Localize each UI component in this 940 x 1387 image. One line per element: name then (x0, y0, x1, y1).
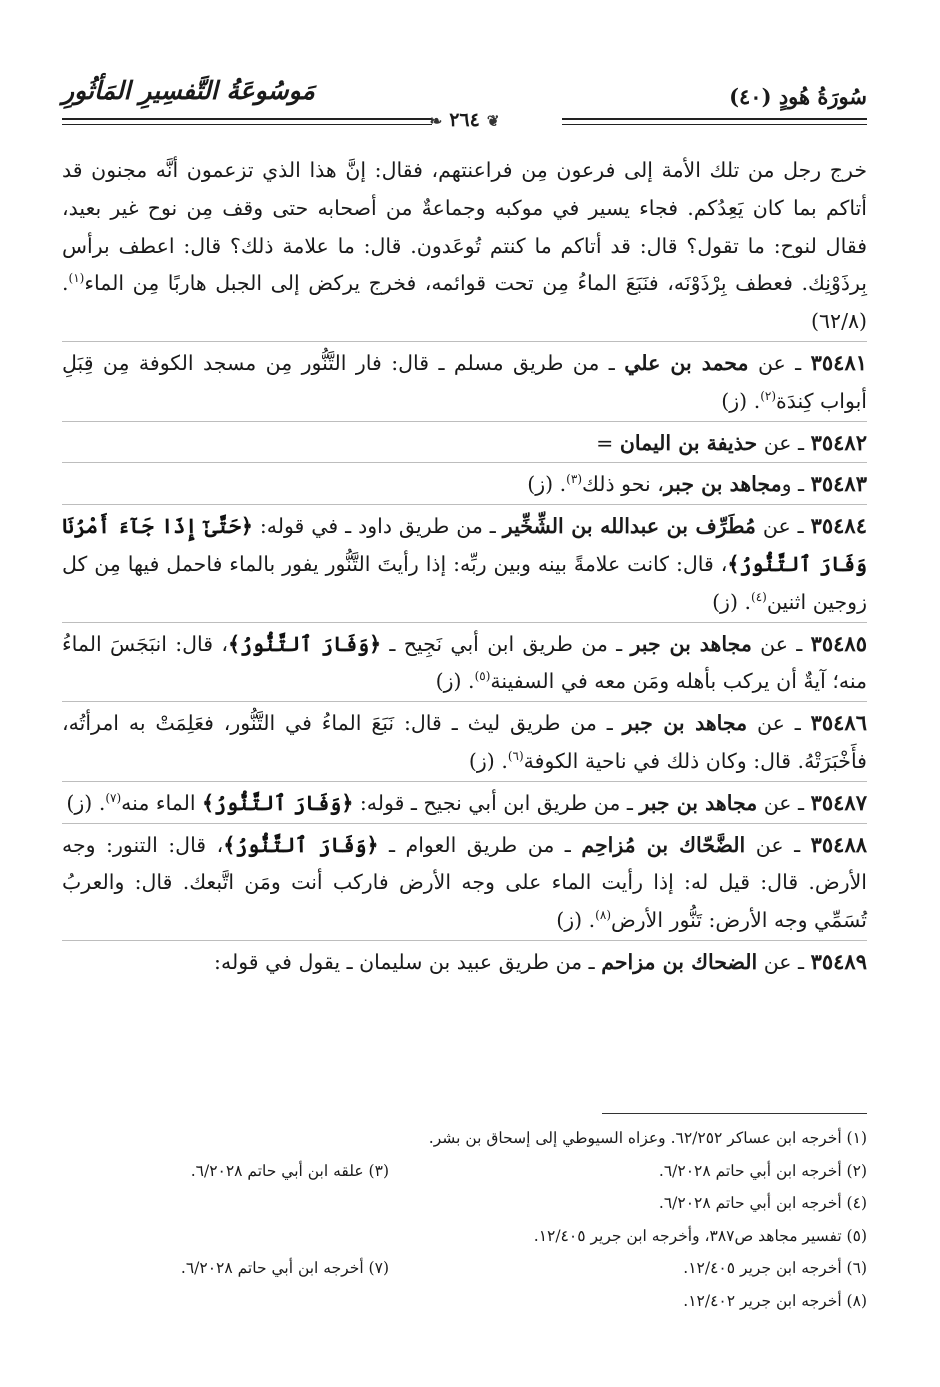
narration-list (62, 341, 867, 982)
narration-text: ـ من طريق ابن أبي نجيح ـ قوله: (353, 790, 640, 815)
narration-tail: . (ز) (712, 589, 751, 614)
page-number: ٢٦٤ (449, 109, 480, 131)
footnote-separator (602, 1113, 867, 1114)
quran-quote: ﴿وَفَارَ ٱلتَّنُّورُ﴾ (223, 832, 379, 857)
narration-text: ـ من طريق ابن أبي نَجِيح ـ (381, 631, 631, 656)
footnote-item: (٦) أخرجه ابن جرير ١٢/٤٠٥. (683, 1259, 867, 1277)
narration-text: ـ من طريق عبيد بن سليمان ـ يقول في قوله: (214, 949, 602, 974)
narration-text: ـ عن (748, 350, 811, 375)
narrator-name: مُطَرِّف بن عبدالله بن الشِّخِّير (502, 514, 756, 539)
footnote-item: (٢) أخرجه ابن أبي حاتم ٦/٢٠٢٨. (658, 1161, 867, 1180)
narration-entry (62, 341, 867, 421)
narration-text: ـ عن (751, 631, 811, 656)
quran-quote: ﴿وَفَارَ ٱلتَّنُّورُ﴾ (228, 631, 382, 656)
footnote-row (62, 1252, 867, 1285)
footnote-ref: (٢) (760, 388, 777, 403)
narration-entry (62, 504, 867, 621)
surah-label: سُورَةُ هُودٍ (٤٠) (729, 84, 867, 109)
narration-text: ـ عن (755, 514, 811, 539)
narration-text: ، قال: كانت علامةً بينه وبين ربِّه: إذا رأيتَ التَّنُّور يفور بالماء فاحمل فيها مِن كل زوجين اثنين (62, 551, 867, 614)
footnote-item: (١) أخرجه ابن عساكر ٦٢/٢٥٢. وعزاه السيوطي إلى إسحاق بن بشر. (428, 1129, 867, 1147)
narration-entry (62, 462, 867, 504)
footnote-item: (٥) تفسير مجاهد ص٣٨٧، وأخرجه ابن جرير ١٢/٤٠٥. (533, 1226, 867, 1245)
narration-text: ـ عن (757, 949, 811, 974)
intro-tail: . (٦٢/٨) (62, 271, 867, 334)
footnote-item: (٣) علقه ابن أبي حاتم ٦/٢٠٢٨. (190, 1161, 389, 1180)
narration-text: الماء منه (121, 790, 203, 815)
book-title: مَوسُوعَةُ التَّفسِيرِ المَأثُورِ (62, 76, 315, 105)
intro-text: خرج رجل من تلك الأمة إلى فرعون مِن فراعنتهم، فقال: إنَّ هذا الذي تزعمون أنَّه مجنون قد أتاكم بما كان يَعِدُكم. فجاء يسير في موكبه وجماعةٌ من أصحابه حتى وقف مِن نوح غير بعيد، فقال لنوح: ما تقول؟ قال: قد أتاكم ما كنتم تُوعَدون. قال: ما علامة ذلك؟ قال: اعطف برأس بِرذَوْنِك. فعطف بِرْذَوْنَه، فنَبَعَ الماءُ مِن تحت قوائمه، فخرج يركض إلى الجبل هاربًا مِن الماء (62, 158, 867, 296)
narration-text: ، قال: انبَجَسَ الماءُ منه؛ آيةٌ أن يركب بأهله ومَن معه في السفينة (62, 631, 867, 694)
narration-text: ـ من طريق داود ـ في قوله: (252, 514, 503, 539)
footnote-item: (٧) أخرجه ابن أبي حاتم ٦/٢٠٢٨. (180, 1259, 389, 1277)
narration-number: ٣٥٤٨٩ (810, 948, 867, 974)
main-text (62, 150, 867, 982)
narration-tail: . (ز) (435, 669, 475, 694)
narration-entry (62, 701, 867, 781)
ornament-icon: ❦ (486, 112, 500, 130)
narrator-name: مجاهد بن جبر (622, 711, 748, 736)
narration-entry (62, 940, 867, 982)
narration-text: ـ من طريق ليث ـ قال: نَبَعَ الماءُ في التَّنُّور، فعَلِمَتْ به امرأتُه، فأَخْبَرَتْهُ. قال: وكان ذلك في ناحية الكوفة (62, 711, 867, 773)
narration-text: ـ عن (757, 430, 811, 455)
quran-quote: ﴿وَفَارَ ٱلتَّنُّورُ﴾ (202, 790, 354, 815)
narration-text: ـ عن (747, 711, 811, 736)
narrator-name: مجاهد بن جبر (663, 472, 782, 497)
footnote-ref: (٨) (595, 908, 611, 923)
intro-paragraph (62, 150, 867, 341)
narrator-name: الضَّحّاك بن مُزاحِم (581, 832, 746, 857)
narration-text: = (596, 430, 620, 455)
page-number-block (62, 109, 867, 131)
footnote-item: (٨) أخرجه ابن جرير ١٢/٤٠٢. (683, 1291, 867, 1310)
narration-text: ، قال: التنور: وجه الأرض. قال: قيل له: إذا رأيت الماء على وجه الأرض فاركب أنت ومَن اتَّبعك. قال: والعربُ تُسَمِّي وجه الأرض: تَنُّور الأرض (62, 832, 867, 933)
footnote-row (62, 1187, 867, 1220)
narration-text: ـ عن (757, 790, 811, 815)
ornament-icon: ❧ (429, 112, 443, 130)
narration-entry (62, 781, 867, 823)
footnote-ref: (٣) (566, 472, 582, 487)
footnote-item: (٤) أخرجه ابن أبي حاتم ٦/٢٠٢٨. (658, 1194, 867, 1212)
footnote-ref: (٥) (474, 669, 491, 684)
footnotes (62, 1122, 867, 1317)
footnote-ref: (١) (68, 271, 85, 286)
narration-entry (62, 622, 867, 702)
narration-number: ٣٥٤٨٤ (810, 513, 867, 539)
narration-number: ٣٥٤٨٧ (810, 789, 867, 815)
footnote-row (62, 1155, 867, 1188)
narrator-name: مجاهد بن جبر (639, 790, 758, 815)
narration-text: ـ عن (745, 832, 811, 857)
narration-tail: . (ز) (66, 790, 106, 815)
narration-text: ـ من طريق العوام ـ (378, 832, 582, 857)
footnote-ref: (٤) (751, 589, 767, 604)
narration-tail: . (ز) (721, 388, 761, 413)
narration-number: ٣٥٤٨٨ (810, 831, 868, 857)
narrator-name: مجاهد بن جبر (630, 631, 752, 656)
narration-entry (62, 823, 867, 940)
narration-tail: . (ز) (468, 748, 508, 773)
narration-number: ٣٥٤٨٦ (810, 710, 867, 736)
footnote-ref: (٦) (507, 749, 524, 764)
narration-text: ـ و (781, 472, 811, 497)
footnote-ref: (٧) (105, 790, 122, 805)
footnote-row (62, 1285, 867, 1318)
narrator-name: محمد بن علي (624, 350, 749, 375)
narration-text: ، نحو ذلك (582, 472, 664, 497)
running-header (62, 72, 867, 132)
narration-number: ٣٥٤٨٣ (810, 471, 867, 497)
narration-tail: . (ز) (556, 908, 596, 933)
footnote-row (62, 1220, 867, 1253)
narration-entry (62, 421, 867, 463)
narration-number: ٣٥٤٨٢ (810, 429, 867, 455)
narrator-name: الضحاك بن مزاحم (601, 949, 758, 974)
narration-number: ٣٥٤٨٥ (810, 630, 867, 656)
narrator-name: حذيفة بن اليمان (619, 430, 758, 455)
narration-number: ٣٥٤٨١ (810, 349, 868, 375)
narration-text: ـ من طريق مسلم ـ قال: فار التَّنُّور مِن مسجد الكوفة مِن قِبَلِ أبواب كِندَة (62, 350, 867, 413)
narration-tail: . (ز) (527, 472, 567, 497)
footnote-row (62, 1122, 867, 1155)
quran-quote: ﴿حَتَّىٰٓ إِذَا جَآءَ أَمْرُنَا وَفَارَ ٱلتَّنُّورُ﴾ (62, 514, 867, 576)
